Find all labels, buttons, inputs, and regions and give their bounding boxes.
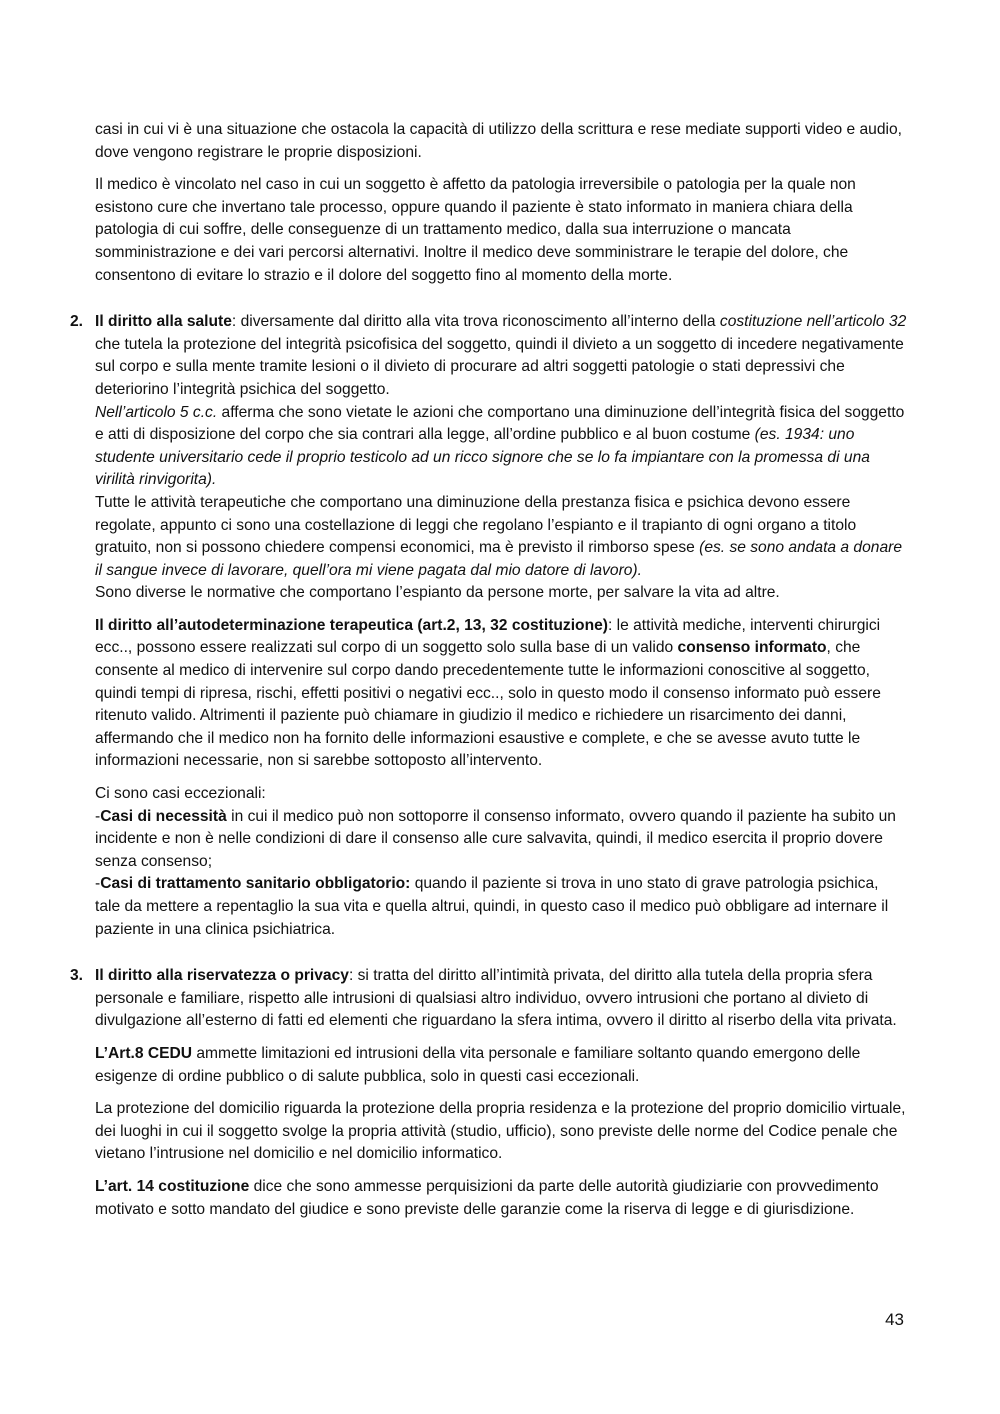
paragraph-cedu: L’Art.8 CEDU ammette limitazioni ed intrusioni della vita personale e familiare soltanto quando emergono delle esigenze di ordine pubblico o di salute pubblica, solo in questi casi eccezionali. bbox=[95, 1044, 861, 1085]
paragraph-continuation: casi in cui vi è una situazione che ostacola la capacità di utilizzo della scrittura e rese mediate supporti video e audio, dove vengono registrare le proprie disposizioni. bbox=[95, 121, 902, 161]
paragraph-doctor-bound: Il medico è vincolato nel caso in cui un soggetto è affetto da patologia irreversibile o patologia per la quale non esistono cure che invertano tale processo, oppure quando il paziente è stato informato in maniera chiara della patologia di cui soffre, delle conseguenze di un trattamento medico, dalla sua interruzione o mancata somministrazione e dei vari percorsi alternativi. Inoltre il medico deve somministrare le terapie del dolore, che consentono di evitare lo strazio e il dolore del soggetto fino al momento della morte. bbox=[95, 176, 856, 284]
case-necessity: -Casi di necessità in cui il medico può non sottoporre il consenso informato, ovvero quando il paziente ha subito un incidente e non è nelle condizioni di dare il consenso alle cure salvavita, quindi, il medico esercita il proprio dovere senza consenso; bbox=[95, 807, 896, 870]
page-content bbox=[70, 119, 907, 1231]
section-heading: Il diritto alla salute bbox=[95, 313, 232, 331]
list-spacer bbox=[95, 297, 907, 311]
list-item-right-to-privacy bbox=[70, 965, 907, 1221]
case-mandatory-treatment: -Casi di trattamento sanitario obbligatorio: quando il paziente si trova in uno stato di grave patrologia psichica, tale da mettere a repentaglio la sua vita e quella altrui, quindi, in questo caso il medico può obbligare ad internare il paziente in una clinica psichiatrica. bbox=[95, 875, 889, 938]
paragraph-privacy: Il diritto alla riservatezza o privacy: si tratta del diritto all’intimità privata, del diritto alla tutela della propria sfera personale e familiare, rispetto alle intrusioni di qualsiasi altro individuo, ovvero intrusioni che portano al divieto di divulgazione all’esterno di fatti ed elementi che riguardano la sfera intima, ovvero il diritto al riserbo della vita privata. bbox=[95, 967, 897, 1030]
page-number: 43 bbox=[885, 1310, 904, 1329]
section-heading: Il diritto alla riservatezza o privacy bbox=[95, 967, 349, 985]
paragraph-domicile: La protezione del domicilio riguarda la protezione della propria residenza e la protezione del proprio domicilio virtuale, dei luoghi in cui il soggetto svolge la propria attività (studio, ufficio), sono previste delle norme del Codice penale che vietano l’intrusione nel domicilio e nel domicilio informatico. bbox=[95, 1100, 906, 1163]
paragraph-self-determination: Il diritto all’autodeterminazione terapeutica (art.2, 13, 32 costituzione): le attività mediche, interventi chirurgici ecc.., possono essere realizzati sul corpo di un soggetto solo sulla base di un valido consenso informato, che consente al medico di intervenire sul corpo dando precedentemente tutte le informazioni conoscitive al soggetto, quindi tempi di ripresa, rischi, effetti positivi o negativi ecc.., solo in questo modo il consenso informato può essere ritenuto valido. Altrimenti il paziente può chiamare in giudizio il medico e richiedere un risarcimento dei danni, affermando che il medico non ha fornito delle informazioni esaustive e complete, e che se avesse avuto tutte le informazioni necessarie, non si sarebbe sottoposto all’intervento. bbox=[95, 616, 881, 770]
list-spacer bbox=[95, 951, 907, 965]
list-number: 2. bbox=[70, 313, 84, 331]
paragraph-exceptional-cases: Ci sono casi eccezionali: bbox=[95, 785, 266, 803]
paragraph-therapy: Tutte le attività terapeutiche che comportano una diminuzione della prestanza fisica e psichica devono essere regolate, appunto ci sono una costellazione di leggi che regolano l’espianto e il trapianto di ogni organo a titolo gratuito, non si possono chiedere compensi economici, ma è previsto il rimborso spese (es. se sono andata a donare il sangue invece di lavorare, quell’ora mi viene pagata dal mio datore di lavoro). bbox=[95, 493, 902, 579]
paragraph-article-5: Nell’articolo 5 c.c. afferma che sono vietate le azioni che comportano una diminuzione dell’integrità fisica del soggetto e atti di disposizione del corpo che sia contrari alla legge, all’ordine pubblico e al buon costume (es. 1934: uno studente universitario cede il proprio testicolo ad un ricco signore che se lo fa impiantare con la promessa di una virilità rinvigorita). bbox=[95, 403, 905, 489]
paragraph-health: Il diritto alla salute: diversamente dal diritto alla vita trova riconoscimento all’interno della costituzione nell’articolo 32 che tutela la protezione del integrità psicofisica del soggetto, quindi il divieto a un soggetto di incedere negativamente sul corpo e sulla mente tramite lesioni o il divieto di procurare ad altri soggetti patologie o stati depressivi che deteriorino l’integrità psichica del soggetto. bbox=[95, 313, 907, 398]
list-item-right-to-health bbox=[70, 311, 907, 941]
list-number: 3. bbox=[70, 967, 84, 985]
paragraph-article-14: L’art. 14 costituzione dice che sono ammesse perquisizioni da parte delle autorità giudiziarie con provvedimento motivato e sotto mandato del giudice e sono previste delle garanzie come la riserva di legge e di giurisdizione. bbox=[95, 1177, 879, 1218]
paragraph-explant: Sono diverse le normative che comportano l’espianto da persone morte, per salvare la vita ad altre. bbox=[95, 584, 780, 602]
